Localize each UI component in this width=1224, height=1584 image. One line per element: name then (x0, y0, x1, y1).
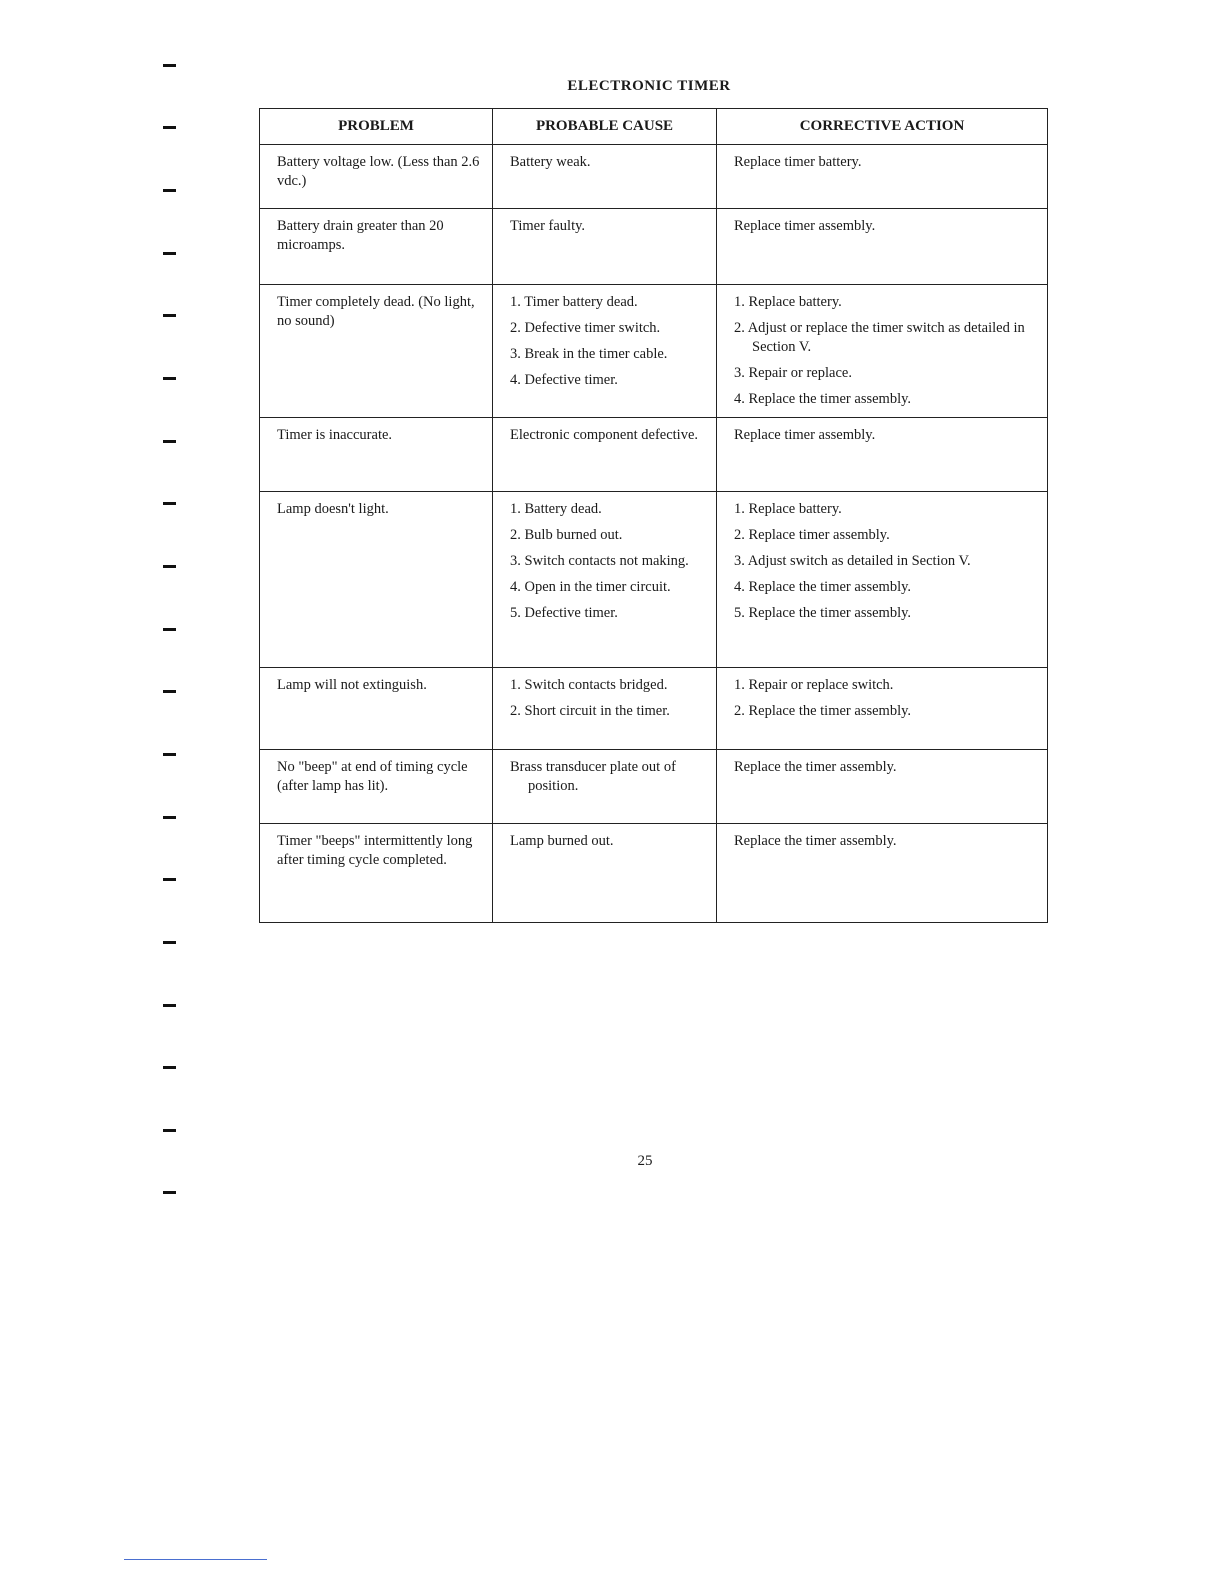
cause-item: Lamp burned out. (510, 833, 614, 849)
action-item: 4. Replace the timer assembly. (734, 391, 912, 407)
cause-item: 2. Bulb burned out. (510, 527, 623, 543)
cause-list (510, 426, 706, 445)
problem-cell: Lamp doesn't light. (260, 492, 493, 668)
corrective-action-cell (717, 750, 1048, 824)
page-title: ELECTRONIC TIMER (567, 78, 731, 94)
probable-cause-cell (493, 285, 717, 418)
binding-mark (163, 440, 176, 443)
cause-item: 3. Break in the timer cable. (510, 346, 668, 362)
action-list (734, 217, 1037, 236)
table-header-row (260, 109, 1048, 145)
cause-item: 1. Switch contacts bridged. (510, 677, 668, 693)
corrective-action-cell (717, 824, 1048, 923)
action-item: 1. Repair or replace switch. (734, 677, 894, 693)
cause-item: 1. Battery dead. (510, 501, 602, 517)
action-list (734, 293, 1037, 409)
cause-list (510, 293, 706, 390)
binding-mark (163, 878, 176, 881)
probable-cause-cell (493, 492, 717, 668)
page-number: 25 (637, 1153, 653, 1169)
binding-mark (163, 314, 176, 317)
binding-mark (163, 64, 176, 67)
table-row (260, 668, 1048, 750)
action-item: 2. Replace timer assembly. (734, 527, 890, 543)
cause-item: 5. Defective timer. (510, 605, 618, 621)
table-row (260, 285, 1048, 418)
column-header-probable-cause: PROBABLE CAUSE (493, 109, 717, 145)
probable-cause-cell (493, 824, 717, 923)
binding-mark (163, 1066, 176, 1069)
action-item: Replace timer assembly. (734, 218, 876, 234)
cause-list (510, 153, 706, 172)
binding-mark (163, 189, 176, 192)
action-item: 5. Replace the timer assembly. (734, 605, 912, 621)
table-row (260, 418, 1048, 492)
cause-item: 4. Open in the timer circuit. (510, 579, 671, 595)
binding-mark (163, 252, 176, 255)
corrective-action-cell (717, 668, 1048, 750)
action-list (734, 426, 1037, 445)
table-row (260, 145, 1048, 209)
action-list (734, 832, 1037, 851)
action-item: 4. Replace the timer assembly. (734, 579, 912, 595)
cause-item: 3. Switch contacts not making. (510, 553, 689, 569)
table-row (260, 209, 1048, 285)
problem-cell: Lamp will not extinguish. (260, 668, 493, 750)
binding-mark (163, 126, 176, 129)
action-item: Replace the timer assembly. (734, 759, 897, 775)
cause-item: 2. Defective timer switch. (510, 320, 661, 336)
action-item: 1. Replace battery. (734, 294, 842, 310)
problem-cell: Battery drain greater than 20 microamps. (260, 209, 493, 285)
binding-mark (163, 1129, 176, 1132)
probable-cause-cell (493, 750, 717, 824)
binding-mark (163, 628, 176, 631)
table-row (260, 492, 1048, 668)
action-item: Replace the timer assembly. (734, 833, 897, 849)
problem-cell: Timer "beeps" intermittently long after timing cycle completed. (260, 824, 493, 923)
binding-mark (163, 377, 176, 380)
action-list (734, 676, 1037, 721)
problem-cell: Battery voltage low. (Less than 2.6 vdc.) (260, 145, 493, 209)
column-header-corrective-action: CORRECTIVE ACTION (717, 109, 1048, 145)
corrective-action-cell (717, 285, 1048, 418)
action-list (734, 758, 1037, 777)
probable-cause-cell (493, 668, 717, 750)
binding-mark (163, 1191, 176, 1194)
cause-item: Battery weak. (510, 154, 591, 170)
corrective-action-cell (717, 145, 1048, 209)
binding-mark (163, 690, 176, 693)
problem-cell: No "beep" at end of timing cycle (after lamp has lit). (260, 750, 493, 824)
cause-list (510, 832, 706, 851)
cause-item: Timer faulty. (510, 218, 586, 234)
action-item: 3. Repair or replace. (734, 365, 852, 381)
cause-list (510, 217, 706, 236)
troubleshooting-table (259, 108, 1048, 923)
binding-mark (163, 565, 176, 568)
cause-item: 1. Timer battery dead. (510, 294, 638, 310)
cause-list (510, 676, 706, 721)
table-row (260, 824, 1048, 923)
cause-item: 4. Defective timer. (510, 372, 618, 388)
cause-item: 2. Short circuit in the timer. (510, 703, 670, 719)
binding-mark (163, 1004, 176, 1007)
binding-mark (163, 941, 176, 944)
probable-cause-cell (493, 418, 717, 492)
problem-cell: Timer completely dead. (No light, no sound) (260, 285, 493, 418)
action-item: Replace timer battery. (734, 154, 862, 170)
binding-mark (163, 753, 176, 756)
cause-list (510, 758, 706, 796)
table-row (260, 750, 1048, 824)
cause-item: Electronic component defective. (510, 427, 699, 443)
action-item: 2. Adjust or replace the timer switch as detailed in Section V. (734, 320, 1025, 355)
probable-cause-cell (493, 209, 717, 285)
action-item: 1. Replace battery. (734, 501, 842, 517)
column-header-problem: PROBLEM (260, 109, 493, 145)
binding-mark (163, 502, 176, 505)
action-item: 2. Replace the timer assembly. (734, 703, 912, 719)
probable-cause-cell (493, 145, 717, 209)
action-list (734, 500, 1037, 623)
problem-cell: Timer is inaccurate. (260, 418, 493, 492)
cause-list (510, 500, 706, 623)
cause-item: Brass transducer plate out of position. (510, 759, 676, 794)
corrective-action-cell (717, 418, 1048, 492)
corrective-action-cell (717, 209, 1048, 285)
action-list (734, 153, 1037, 172)
binding-mark (163, 816, 176, 819)
action-item: Replace timer assembly. (734, 427, 876, 443)
corrective-action-cell (717, 492, 1048, 668)
footer-rule (124, 1559, 267, 1560)
action-item: 3. Adjust switch as detailed in Section V. (734, 553, 971, 569)
